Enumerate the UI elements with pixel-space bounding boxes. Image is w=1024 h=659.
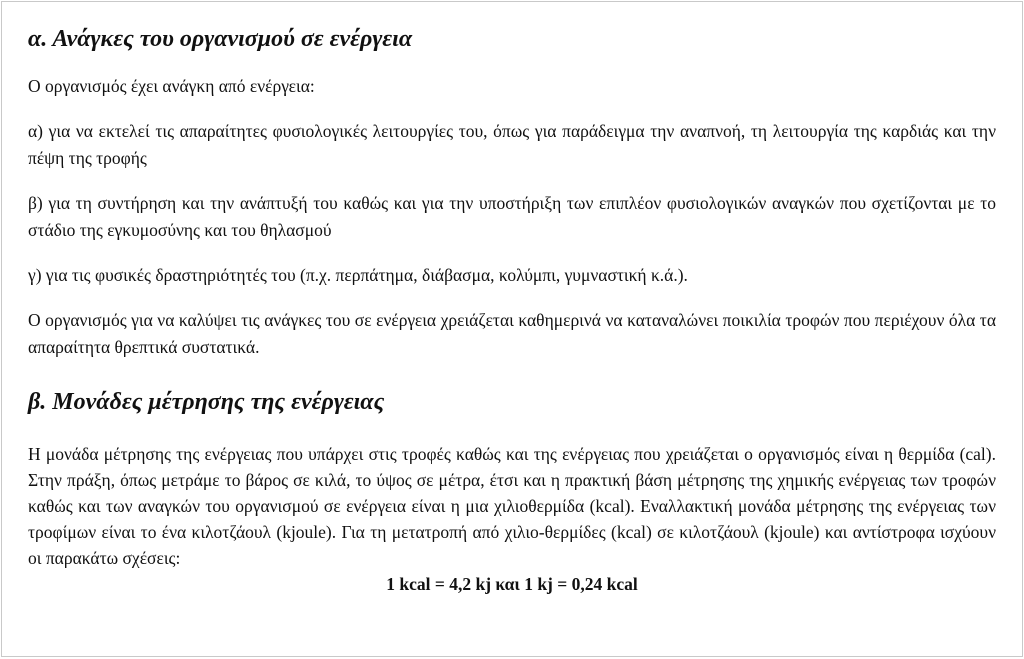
section-b-title: β. Μονάδες μέτρησης της ενέργειας <box>28 389 385 415</box>
section-a-item-c: γ) για τις φυσικές δραστηριότητές του (π.χ. περπάτημα, διάβασμα, κολύμπι, γυμναστική κ.ά.). <box>28 265 688 285</box>
section-a-item-b: β) για τη συντήρηση και την ανάπτυξή του καθώς και για την υποστήριξη των επιπλέον φυσιολογικών αναγκών που σχετίζονται με το στάδιο της εγκυμοσύνης και του θηλασμού <box>28 193 996 240</box>
section-b-paragraph: Η μονάδα μέτρησης της ενέργειας που υπάρχει στις τροφές καθώς και της ενέργειας που χρειάζεται ο οργανισμός είναι η θερμίδα (cal). Στην πράξη, όπως μετράμε το βάρος σε κιλά, το ύψος σε μέτρα, έτσι και η πρακτική βάση μέτρησης της χημικής ενέργειας των τροφών καθώς και των αναγκών του οργανισμού σε ενέργεια είναι η μια χιλιοθερμίδα (kcal). Εναλλακτική μονάδα μέτρησης της ενέργειας των τροφίμων είναι το ένα κιλοτζάουλ (kjoule). Για τη μετατροπή από χιλιο-θερμίδες (kcal) σε κιλοτζάουλ (kjoule) και αντίστροφα ισχύουν οι παρακάτω σχέσεις: <box>28 444 996 568</box>
section-a-conclusion: Ο οργανισμός για να καλύψει τις ανάγκες του σε ενέργεια χρειάζεται καθημερινά να καταναλώνει ποικιλία τροφών που περιέχουν όλα τα απαραίτητα θρεπτικά συστατικά. <box>28 310 996 357</box>
document-page <box>1 1 1023 657</box>
conversion-formula: 1 kcal = 4,2 kj και 1 kj = 0,24 kcal <box>386 574 638 594</box>
section-a-title: α. Ανάγκες του οργανισμού σε ενέργεια <box>28 26 413 52</box>
section-a-item-a: α) για να εκτελεί τις απαραίτητες φυσιολογικές λειτουργίες του, όπως για παράδειγμα την αναπνοή, τη λειτουργία της καρδιάς και την πέψη της τροφής <box>28 121 996 168</box>
section-a-intro: Ο οργανισμός έχει ανάγκη από ενέργεια: <box>28 76 315 96</box>
